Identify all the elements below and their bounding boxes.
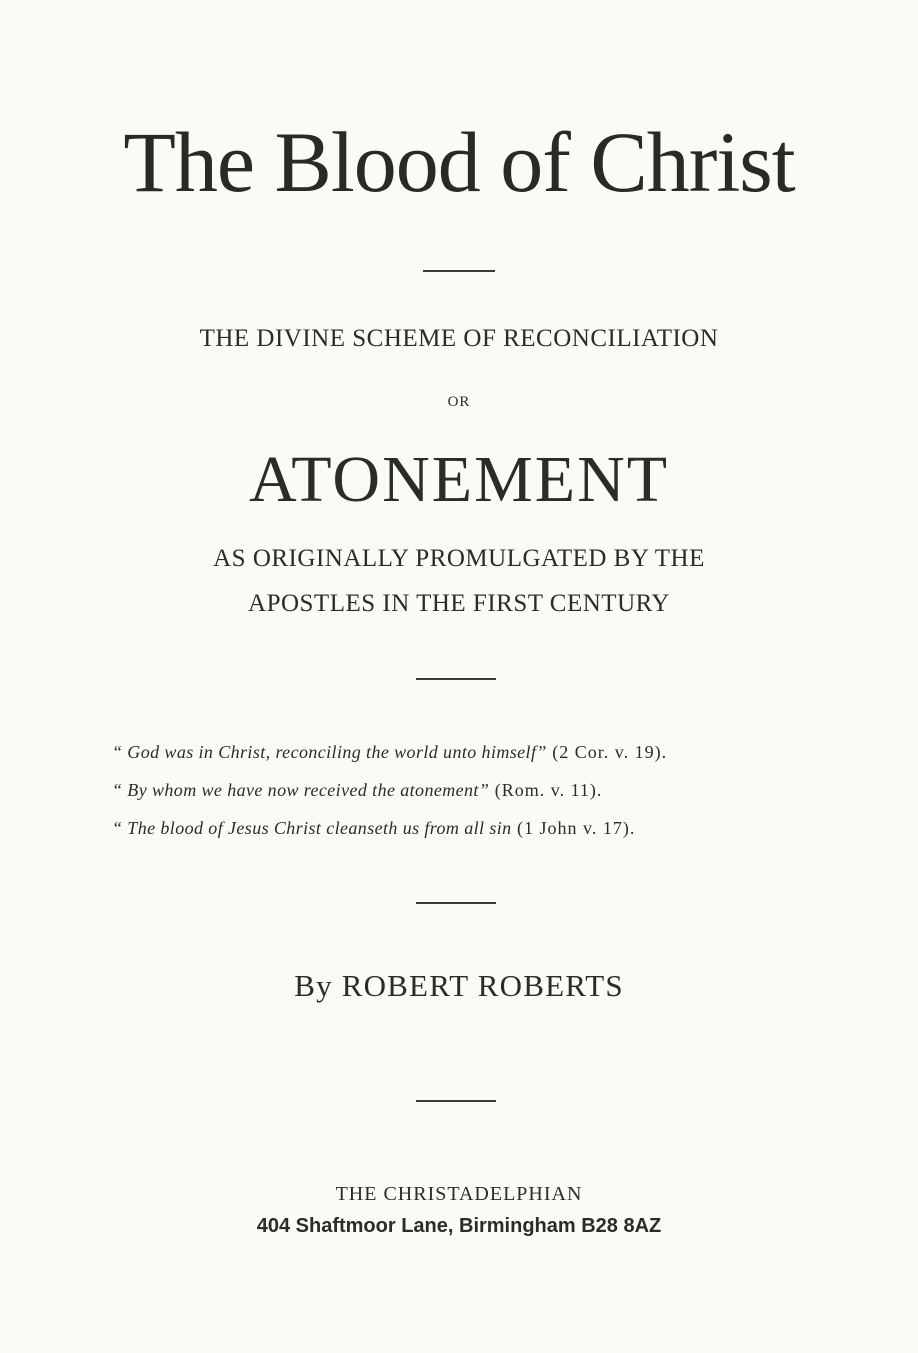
quote-line — [112, 733, 812, 771]
connector-or: OR — [447, 394, 471, 410]
book-title: The Blood of Christ — [123, 114, 795, 210]
quote-line — [112, 771, 812, 809]
divider-3 — [416, 902, 496, 904]
publisher-name: THE CHRISTADELPHIAN — [335, 1183, 583, 1205]
scripture-quotes — [112, 733, 812, 847]
quote-text: “ God was in Christ, reconciling the world unto himself” — [112, 742, 547, 762]
description-line-2: APOSTLES IN THE FIRST CENTURY — [248, 590, 670, 617]
publisher-address: 404 Shaftmoor Lane, Birmingham B28 8AZ — [256, 1215, 662, 1237]
author: By ROBERT ROBERTS — [294, 968, 624, 1003]
subtitle: THE DIVINE SCHEME OF RECONCILIATION — [199, 325, 719, 352]
divider-4 — [416, 1100, 496, 1102]
description-line-1: AS ORIGINALLY PROMULGATED BY THE — [213, 545, 705, 572]
quote-reference: (Rom. v. 11). — [489, 780, 603, 800]
quote-text: “ By whom we have now received the atonement” — [112, 780, 490, 800]
quote-reference: (1 John v. 17). — [511, 818, 636, 838]
quote-line — [112, 809, 812, 847]
quote-text: “ The blood of Jesus Christ cleanseth us from all sin — [112, 818, 512, 838]
quote-reference: (2 Cor. v. 19). — [546, 742, 668, 762]
divider-1 — [423, 270, 495, 272]
main-heading: ATONEMENT — [248, 443, 670, 516]
divider-2 — [416, 678, 496, 680]
